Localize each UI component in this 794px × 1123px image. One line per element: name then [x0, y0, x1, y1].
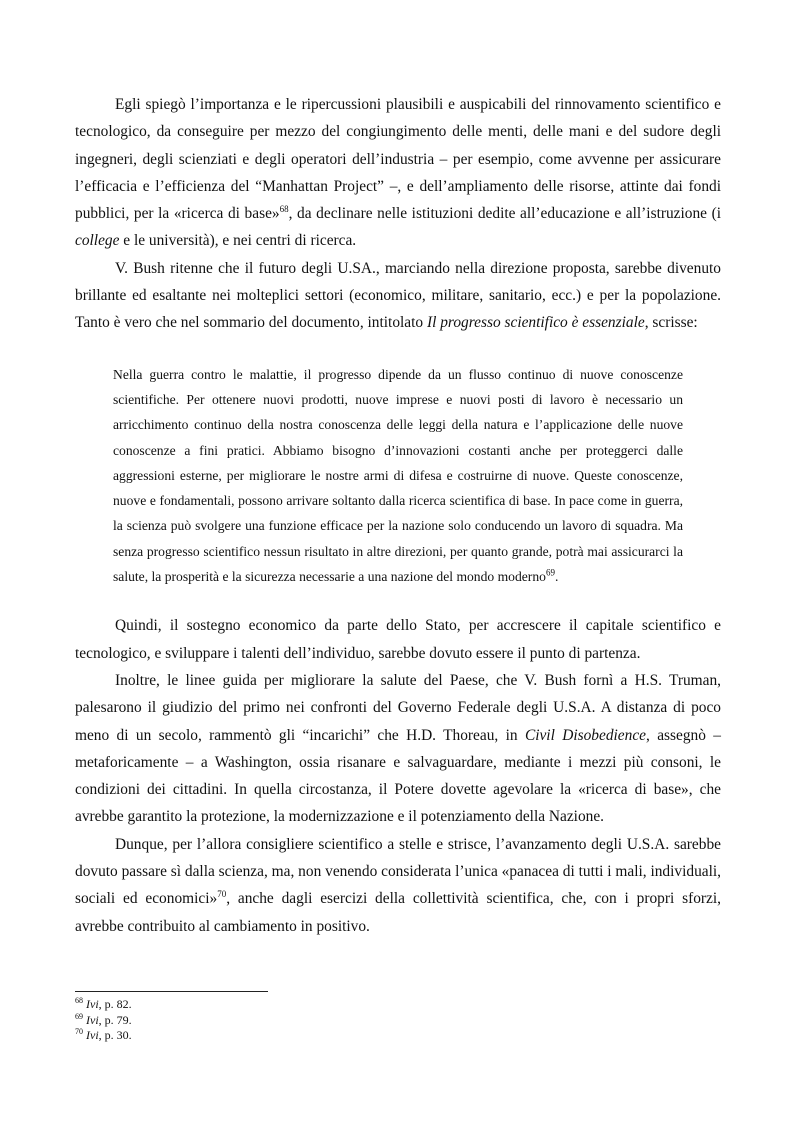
- paragraph-3: Quindi, il sostegno economico da parte dello Stato, per accrescere il capitale scientifico e tecnologico, e sviluppare i talenti dell’individuo, sarebbe dovuto essere il punto di partenza.: [75, 617, 721, 662]
- footnote-ref-68[interactable]: 68: [279, 204, 289, 215]
- paragraph-2: V. Bush ritenne che il futuro degli U.SA., marciando nella direzione proposta, sarebbe divenuto brillante ed esaltante nei molteplici settori (economico, militare, sanitario, ecc.) e per la popolazione. Tanto è vero che nel sommario del documento, intitolato Il progresso scientifico è essenziale, scrisse:: [75, 259, 721, 332]
- block-quote: [113, 362, 683, 590]
- paragraph-4: Inoltre, le linee guida per migliorare la salute del Paese, che V. Bush fornì a H.S. Truman, palesarono il giudizio del primo nei confronti del Governo Federale degli U.S.A. A distanza di poco meno di un secolo, rammentò gli “incarichi” che H.D. Thoreau, in Civil Disobedience, assegnò – metaforicamente – a Washington, ossia risanare e salvaguardare, mediante i mezzi più consoni, le condizioni dei cittadini. In quella circostanza, il Potere dovette agevolare la «ricerca di base», che avrebbe garantito la protezione, la modernizzazione e il potenziamento della Nazione.: [75, 671, 721, 826]
- footnote-separator: [75, 991, 268, 992]
- body-text: [75, 91, 721, 940]
- footnote-ref-70[interactable]: 70: [217, 889, 227, 900]
- quote-text: Nella guerra contro le malattie, il progresso dipende da un flusso continuo di nuove conoscenze scientifiche. Per ottenere nuovi prodotti, nuove imprese e nuovi posti di lavoro è necessario un arricchimento continuo della nostra conoscenza delle leggi della natura e l’applicazione delle nuove conoscenze a fini pratici. Abbiamo bisogno d’innovazioni costanti anche per proteggerci dalle aggressioni esterne, per migliorare le nostre armi di difesa e costruirne di nuove. Queste conoscenze, nuove e fondamentali, possono arrivare soltanto dalla ricerca scientifica di base. In pace come in guerra, la scienza può svolgere una funzione efficace per la nazione solo conducendo un lavoro di squadra. Ma senza progresso scientifico nessun risultato in altre direzioni, per quanto grande, potrà mai assicurarci la salute, la prosperità e la sicurezza necessarie a una nazione del mondo moderno$^{69}$.: [113, 366, 683, 585]
- footnote-69: $^{69}$ Ivi, p. 79.: [75, 1011, 132, 1027]
- footnote-ref-69[interactable]: 69: [545, 567, 555, 578]
- paragraph-1: Egli spiegò l’importanza e le ripercussioni plausibili e auspicabili del rinnovamento scientifico e tecnologico, da conseguire per mezzo del congiungimento delle menti, delle mani e del sudore degli ingegneri, degli scienziati e degli operatori dell’industria – per esempio, come avvenne per assicurare l’efficacia e l’efficienza del “Manhattan Project” –, e dell’ampliamento delle risorse, attinte dai fondi pubblici, per la «ricerca di base»$^{68}$, da declinare nelle istituzioni dedite all’educazione e all’istruzione (i college e le università), e nei centri di ricerca.: [75, 96, 721, 250]
- footnote-70: $^{70}$ Ivi, p. 30.: [75, 1027, 132, 1042]
- footnotes: [75, 997, 475, 1044]
- paragraph-5: Dunque, per l’allora consigliere scientifico a stelle e strisce, l’avanzamento degli U.S.A. sarebbe dovuto passare sì dalla scienza, ma, non venendo considerata l’unica «panacea di tutti i mali, individuali, sociali ed economici»$^{70}$, anche dagli esercizi della collettività scientifica, che, con i propri sforzi, avrebbe contribuito al cambiamento in positivo.: [75, 835, 721, 935]
- footnote-68: $^{68}$ Ivi, p. 82.: [75, 996, 132, 1011]
